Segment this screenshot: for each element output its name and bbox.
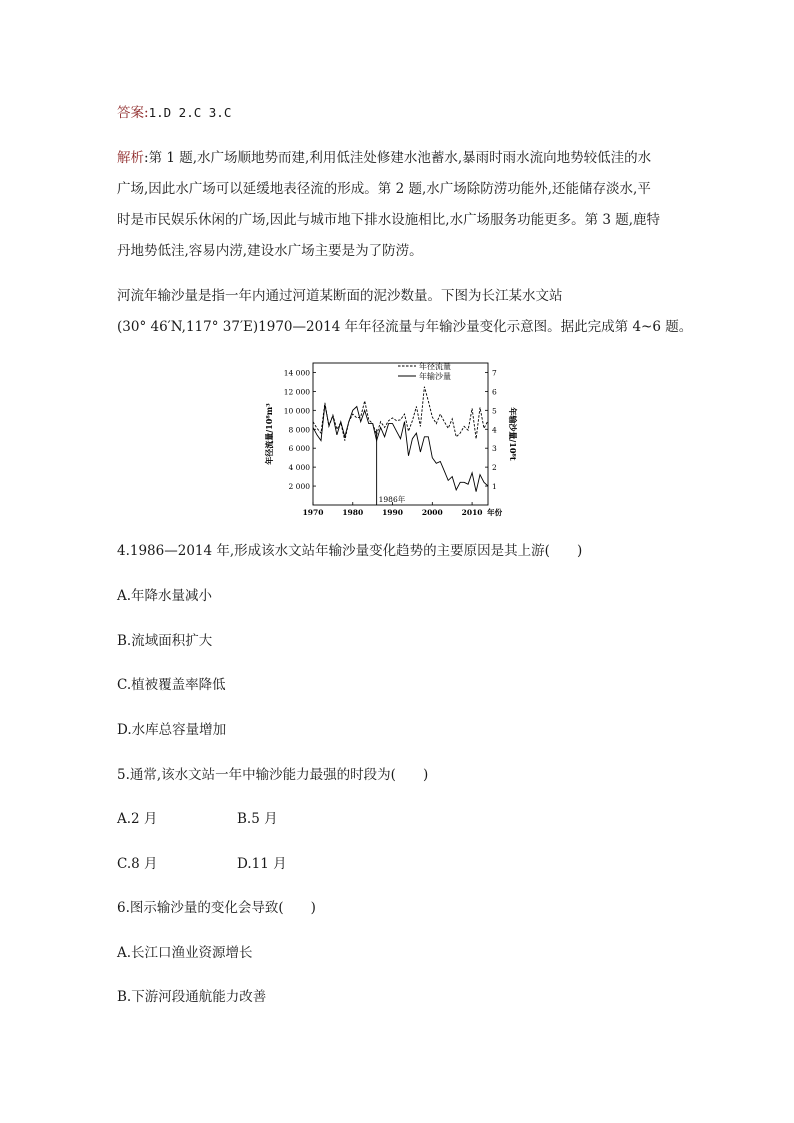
intro-line-1: 河流年输沙量是指一年内通过河道某断面的泥沙数量。下图为长江某水文站 <box>117 288 563 304</box>
x-tick-label: 2010 <box>461 508 483 517</box>
question-6-stem: 6.图示输沙量的变化会导致( ) <box>117 900 316 916</box>
question-4-option-b: B.流域面积扩大 <box>117 633 213 649</box>
question-4-option-a: A.年降水量减小 <box>117 588 213 604</box>
answer-label: 答案 <box>117 105 144 121</box>
analysis-label: 解析 <box>117 150 144 166</box>
plot-frame <box>313 363 488 505</box>
left-tick-label: 2 000 <box>288 482 310 492</box>
left-tick-label: 6 000 <box>288 444 310 454</box>
x-axis-label: 年份 <box>487 508 503 517</box>
analysis-line-3: 时是市民娱乐休闲的广场,因此与城市地下排水设施相比,水广场服务功能更多。第 3 题,鹿特 <box>117 212 661 228</box>
right-tick-label: 7 <box>492 368 497 378</box>
legend-label: 年径流量 <box>419 362 451 371</box>
left-tick-label: 4 000 <box>288 463 310 473</box>
right-tick-label: 5 <box>492 406 497 416</box>
question-5-stem: 5.通常,该水文站一年中输沙能力最强的时段为( ) <box>117 767 429 783</box>
series-line-runoff <box>313 387 488 441</box>
chart-labels <box>264 361 518 517</box>
analysis-text-1: 第 1 题,水广场顺地势而建,利用低洼处修建水池蓄水,暴雨时雨水流向地势较低洼的水 <box>148 150 652 166</box>
x-tick-label: 1970 <box>302 508 324 517</box>
chart-series <box>313 387 488 492</box>
x-tick-label: 1980 <box>342 508 364 517</box>
right-tick-label: 6 <box>492 387 497 397</box>
right-tick-label: 2 <box>492 463 497 473</box>
question-6-option-a: A.长江口渔业资源增长 <box>117 945 253 961</box>
right-tick-label: 1 <box>492 482 497 492</box>
left-tick-label: 10 000 <box>283 406 310 416</box>
left-tick-label: 8 000 <box>288 425 310 435</box>
question-6-option-b: B.下游河段通航能力改善 <box>117 989 267 1005</box>
right-tick-label: 3 <box>492 444 497 454</box>
question-4-option-c: C.植被覆盖率降低 <box>117 677 226 693</box>
question-4-option-d: D.水库总容量增加 <box>117 722 227 738</box>
series-line-sediment <box>313 405 488 492</box>
answer-line <box>117 104 231 122</box>
left-tick-label: 14 000 <box>283 368 310 378</box>
question-5-option-b: B.5 月 <box>237 811 278 827</box>
y-axis-label-right: 年输沙量/10⁸t <box>508 407 518 461</box>
annotation-label-1986: 1986年 <box>378 495 406 504</box>
answer-sep: : <box>144 105 149 121</box>
y-axis-label-left: 年径流量/10⁸m³ <box>264 403 274 465</box>
legend-label: 年输沙量 <box>419 372 451 381</box>
x-tick-label: 2000 <box>421 508 443 517</box>
left-tick-label: 12 000 <box>283 387 310 397</box>
chart-axes <box>313 363 488 505</box>
question-5-option-c: C.8 月 <box>117 856 158 872</box>
analysis-line-2: 广场,因此水广场可以延缓地表径流的形成。第 2 题,水广场除防涝功能外,还能储存淡水,平 <box>117 181 651 197</box>
answer-text: 1.D 2.C 3.C <box>148 105 232 120</box>
analysis-line-1 <box>117 149 651 167</box>
question-5-option-d: D.11 月 <box>237 856 287 872</box>
question-5-option-a: A.2 月 <box>117 811 158 827</box>
runoff-sediment-chart <box>262 355 532 523</box>
x-tick-label: 1990 <box>382 508 403 517</box>
analysis-line-4: 丹地势低洼,容易内涝,建设水广场主要是为了防涝。 <box>117 243 423 259</box>
right-tick-label: 4 <box>492 425 497 435</box>
intro-line-2: (30° 46′N,117° 37′E)1970—2014 年年径流量与年输沙量变化示意图。据此完成第 4~6 题。 <box>117 319 693 335</box>
analysis-sep: : <box>144 150 149 166</box>
question-4-stem: 4.1986—2014 年,形成该水文站年输沙量变化趋势的主要原因是其上游( ) <box>117 543 583 559</box>
